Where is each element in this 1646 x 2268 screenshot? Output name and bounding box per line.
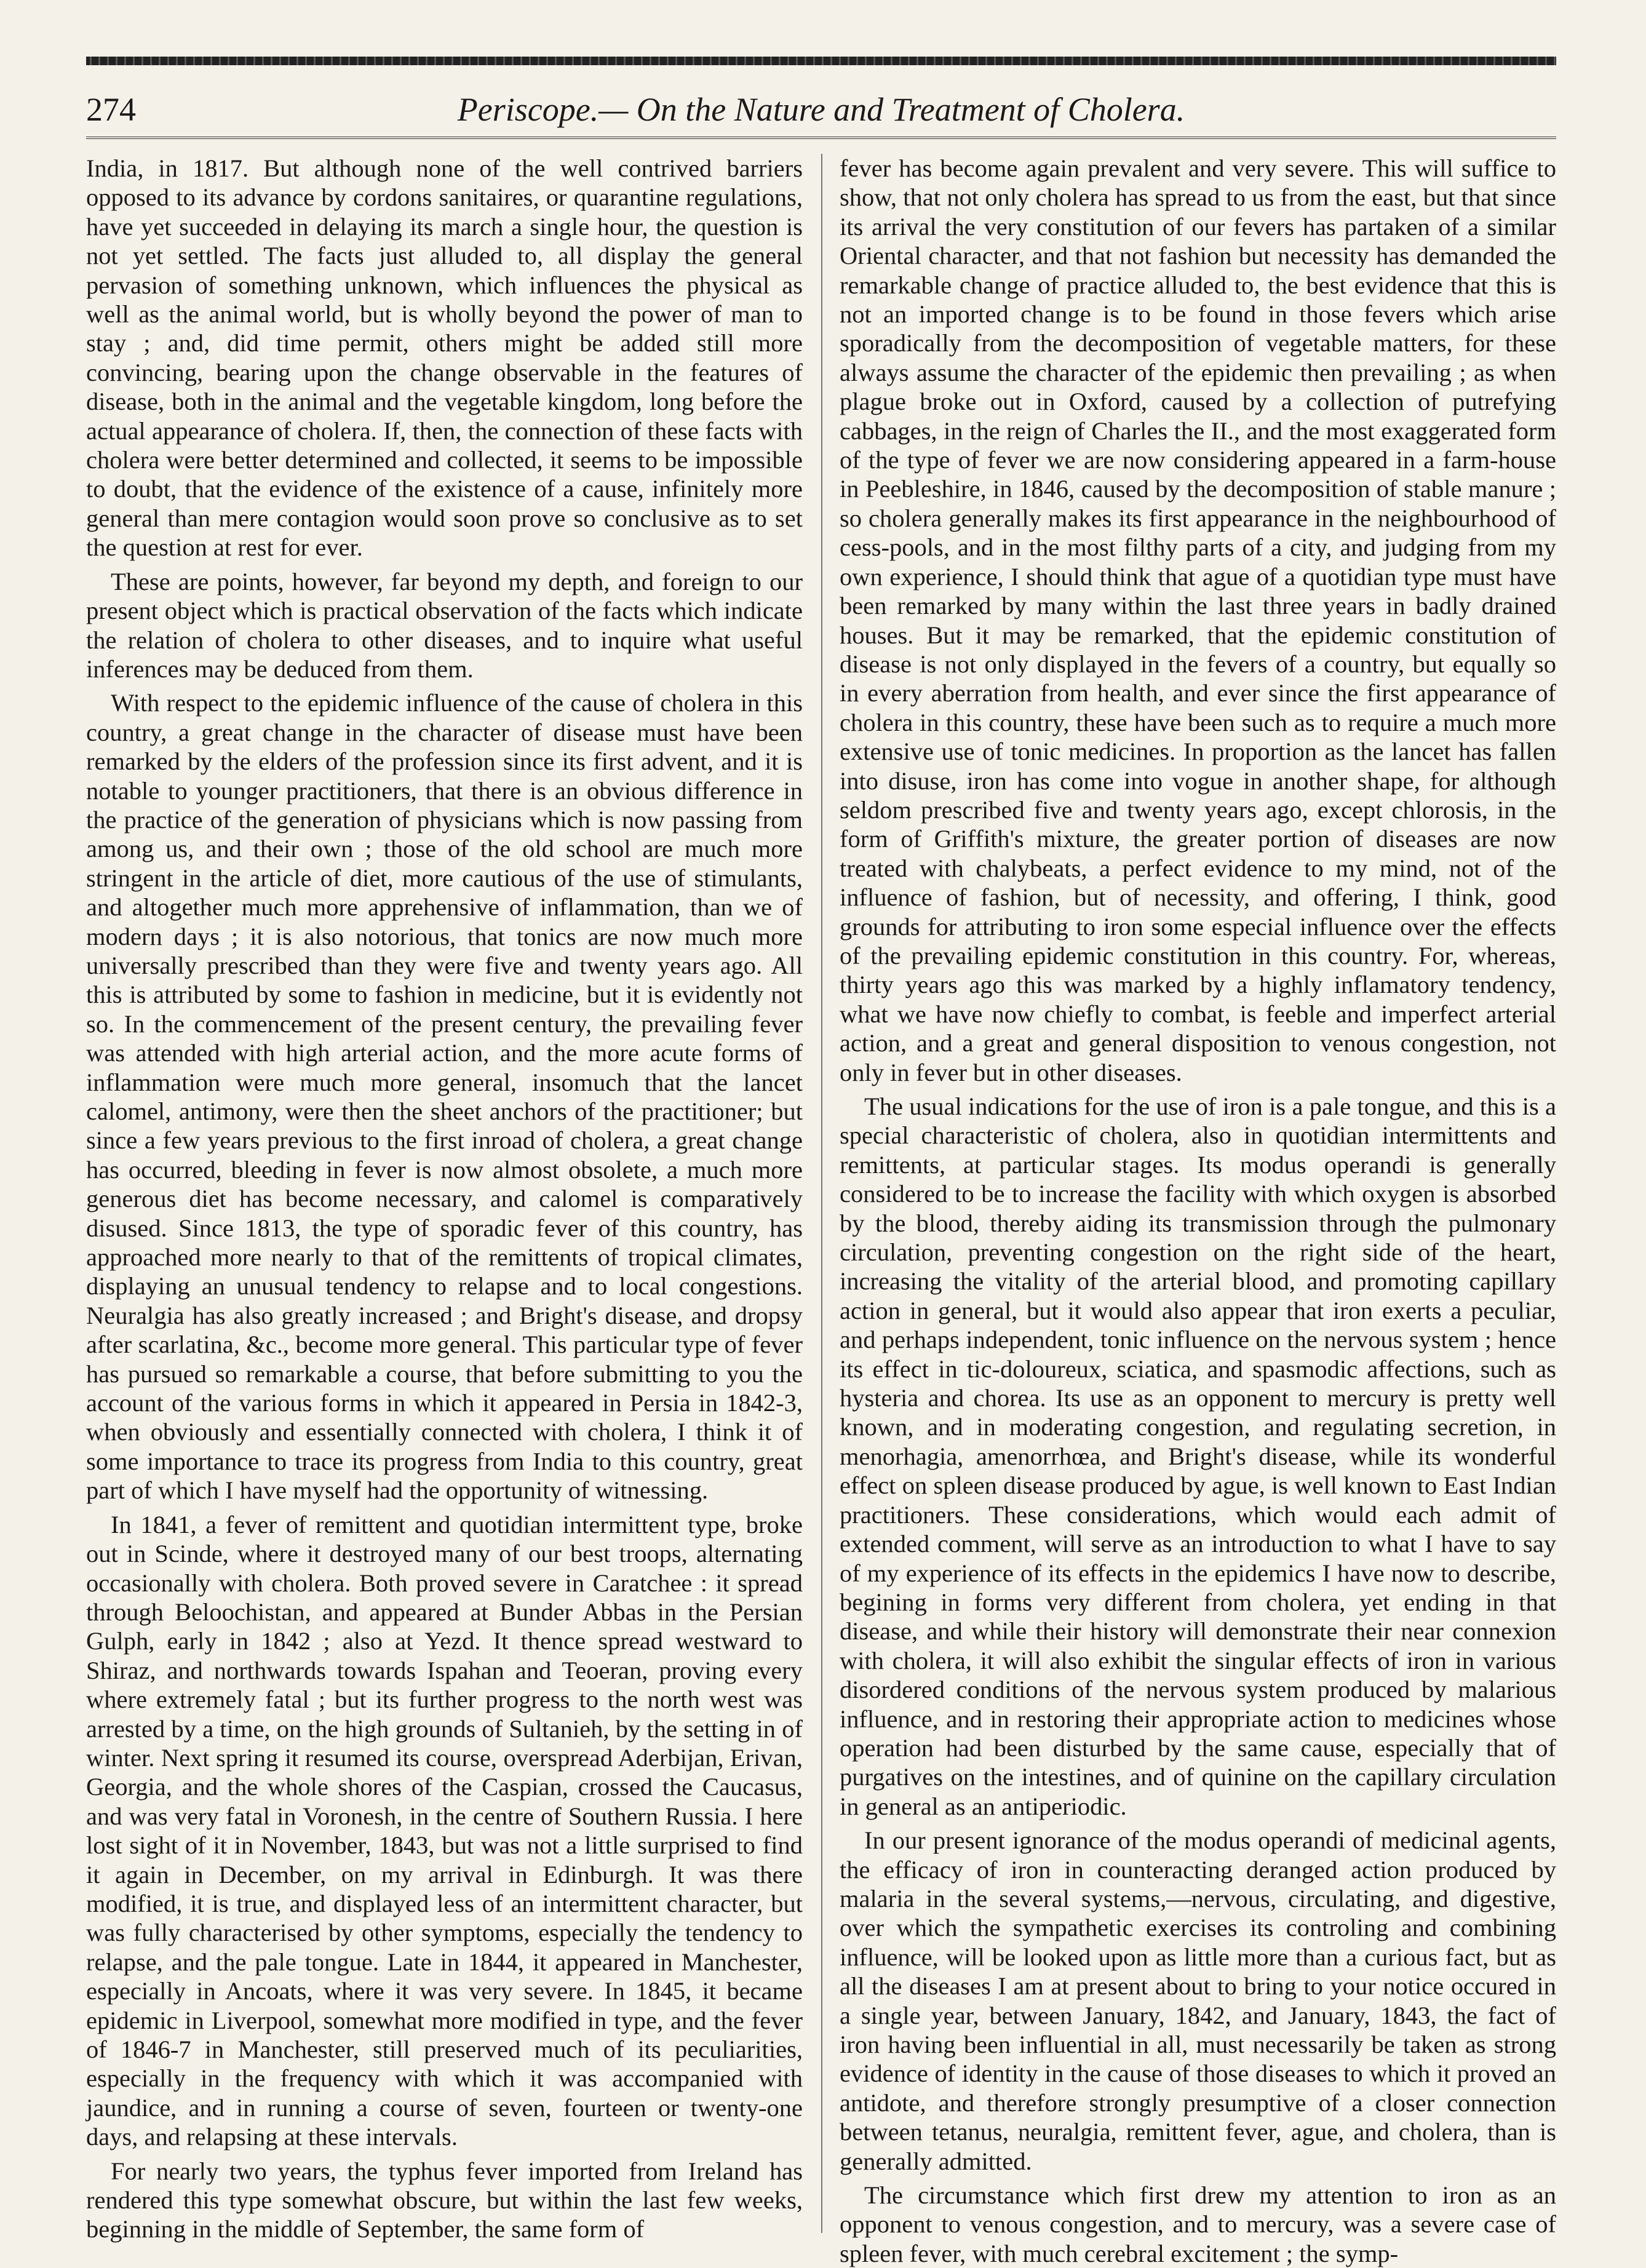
running-head: Periscope.— On the Nature and Treatment of Cholera.	[457, 91, 1185, 128]
right-column	[840, 154, 1556, 2267]
paragraph: India, in 1817. But although none of the well contrived barriers opposed to its advance by cordons sanitaires, or quarantine regulations, have yet succeeded in delaying its march a single hour, the question is not yet settled. The facts just alluded to, all display the general pervasion of something unknown, which influences the physical as well as the animal world, but is wholly beyond the power of man to stay ; and, did time permit, others might be added still more convincing, bearing upon the change observable in the features of disease, both in the animal and the vegetable kingdom, long before the actual appearance of cholera. If, then, the connection of these facts with cholera were better determined and collected, it seems to be impossible to doubt, that the evidence of the existence of a cause, infinitely more general than mere contagion would soon prove so conclusive as to set the question at rest for ever.	[86, 154, 803, 562]
left-column	[86, 154, 803, 2243]
paragraph: These are points, however, far beyond my depth, and foreign to our present object which is practical observation of the facts which indicate the relation of cholera to other diseases, and to inquire what useful inferences may be deduced from them.	[86, 567, 803, 683]
paragraph: In our present ignorance of the modus operandi of medicinal agents, the efficacy of iron in counteracting deranged action produced by malaria in the several systems,—nervous, circulating, and digestive, over which the sympathetic exercises its controling and combining influence, will be looked upon as little more than a curious fact, but as all the diseases I am at present about to bring to your notice occured in a single year, between January, 1842, and January, 1843, the fact of iron having been influential in all, must necessarily be taken as strong evidence of identity in the cause of those diseases to which it proved an antidote, and therefore strongly presumptive of a closer connection between tetanus, neuralgia, remittent fever, ague, and cholera, than is generally admitted.	[840, 1826, 1556, 2175]
paragraph: With respect to the epidemic influence of the cause of cholera in this country, a great change in the character of disease must have been remarked by the elders of the profession since its first advent, and it is notable to younger practitioners, that there is an obvious difference in the practice of the generation of physicians which is now passing from among us, and their own ; those of the old school are much more stringent in the article of diet, more cautious of the use of stimulants, and altogether much more apprehensive of inflammation, than we of modern days ; it is also notorious, that tonics are now much more universally prescribed than they were five and twenty years ago. All this is attributed by some to fashion in medicine, but it is evidently not so. In the commencement of the present century, the prevailing fever was attended with high arterial action, and the more acute forms of inflammation were much more general, insomuch that the lancet calomel, antimony, were then the sheet anchors of the practitioner; but since a few years previous to the first inroad of cholera, a great change has occurred, bleeding in fever is now almost obsolete, a much more generous diet has become necessary, and calomel is comparatively disused. Since 1813, the type of sporadic fever of this country, has approached more nearly to that of the remittents of tropical climates, displaying an unusual tendency to relapse and to local congestions. Neuralgia has also greatly increased ; and Bright's disease, and dropsy after scarlatina, &c., become more general. This particular type of fever has pursued so remarkable a course, that before submitting to you the account of the various forms in which it appeared in Persia in 1842-3, when obviously and essentially connected with cholera, I think it of some importance to trace its progress from India to this country, great part of which I have myself had the opportunity of witnessing.	[86, 689, 803, 1505]
top-rule	[86, 57, 1556, 65]
paragraph: The circumstance which first drew my attention to iron as an opponent to venous congestion, and to mercury, was a severe case of spleen fever, with much cerebral excitement ; the symp-	[840, 2181, 1556, 2267]
page-number: 274	[86, 91, 136, 128]
paragraph: The usual indications for the use of iron is a pale tongue, and this is a special characteristic of cholera, also in quotidian intermittents and remittents, at particular stages. Its modus operandi is generally considered to be to increase the facility with which oxygen is absorbed by the blood, thereby aiding its transmission through the pulmonary circulation, preventing congestion on the right side of the heart, increasing the vitality of the arterial blood, and promoting capillary action in general, but it would also appear that iron exerts a peculiar, and perhaps independent, tonic influence on the nervous system ; hence its effect in tic-doloureux, sciatica, and spasmodic affections, such as hysteria and chorea. Its use as an opponent to mercury is pretty well known, and in moderating congestion, and regulating secretion, in menorhagia, amenorrhœa, and Bright's disease, while its wonderful effect on spleen disease produced by ague, is well known to East Indian practitioners. These considerations, which would each admit of extended comment, will serve as an introduction to what I have to say of my experience of its effects in the epidemics I have now to describe, begining in forms very different from cholera, yet ending in that disease, and while their history will demonstrate their near connexion with cholera, it will also exhibit the singular effects of iron in various disordered conditions of the nervous system produced by malarious influence, and in restoring their appropriate action to medicines whose operation had been disturbed by the same cause, especially that of purgatives on the intestines, and of quinine on the capillary circulation in general as an antiperiodic.	[840, 1092, 1556, 1820]
paragraph: In 1841, a fever of remittent and quotidian intermittent type, broke out in Scinde, where it destroyed many of our best troops, alternating occasionally with cholera. Both proved severe in Caratchee : it spread through Beloochistan, and appeared at Bunder Abbas in the Persian Gulph, early in 1842 ; also at Yezd. It thence spread westward to Shiraz, and northwards towards Ispahan and Teoeran, proving every where extremely fatal ; but its further progress to the north west was arrested by a time, on the high grounds of Sultanieh, by the setting in of winter. Next spring it resumed its course, overspread Aderbijan, Erivan, Georgia, and the whole shores of the Caspian, crossed the Caucasus, and was very fatal in Voronesh, in the centre of Southern Russia. I here lost sight of it in November, 1843, but was not a little surprised to find it again in December, on my arrival in Edinburgh. It was there modified, it is true, and displayed less of an intermittent character, but was fully characterised by other symptoms, especially the tendency to relapse, and the pale tongue. Late in 1844, it appeared in Manchester, especially in Ancoats, where it was very severe. In 1845, it became epidemic in Liverpool, somewhat more modified in type, and the fever of 1846-7 in Manchester, still preserved much of its peculiarities, especially in the frequency with which it was accompanied with jaundice, and in running a course of seven, fourteen or twenty-one days, and relapsing at these intervals.	[86, 1510, 803, 2151]
paragraph: fever has become again prevalent and very severe. This will suffice to show, that not only cholera has spread to us from the east, but that since its arrival the very constitution of our fevers has partaken of a similar Oriental character, and that not fashion but necessity has demanded the remarkable change of practice alluded to, the best evidence that this is not an imported change is to be found in those fevers which arise sporadically from the decomposition of vegetable matters, for these always assume the character of the epidemic then prevailing ; as when plague broke out in Oxford, caused by a collection of putrefying cabbages, in the reign of Charles the II., and the most exaggerated form of the type of fever we are now considering appeared in a farm-house in Peebleshire, in 1846, caused by the decomposition of stable manure ; so cholera generally makes its first appearance in the neighbourhood of cess-pools, and in the most filthy parts of a city, and judging from my own experience, I should think that ague of a quotidian type must have been remarked by many within the last three years in badly drained houses. But it may be remarked, that the epidemic constitution of disease is not only displayed in the fevers of a country, but equally so in every aberration from health, and ever since the first appearance of cholera in this country, these have been such as to require a much more extensive use of tonic medicines. In proportion as the lancet has fallen into disuse, iron has come into vogue in another shape, for although seldom prescribed five and twenty years ago, except chlorosis, in the form of Griffith's mixture, the greater portion of diseases are now treated with chalybeats, a perfect evidence to my mind, not of the influence of fashion, but of necessity, and offering, I think, good grounds for attributing to iron some especial influence over the effects of the prevailing epidemic constitution in this country. For, whereas, thirty years ago this was marked by a highly inflamatory tendency, what we have now chiefly to combat, is feeble and imperfect arterial action, and a great and general disposition to venous congestion, not only in fever but in other diseases.	[840, 154, 1556, 1086]
text-columns	[86, 154, 1556, 2267]
column-divider	[821, 154, 822, 2233]
page-header	[86, 85, 1556, 134]
paragraph: For nearly two years, the typhus fever imported from Ireland has rendered this type somewhat obscure, but within the last few weeks, beginning in the middle of September, the same form of	[86, 2157, 803, 2243]
header-rule	[86, 137, 1556, 139]
